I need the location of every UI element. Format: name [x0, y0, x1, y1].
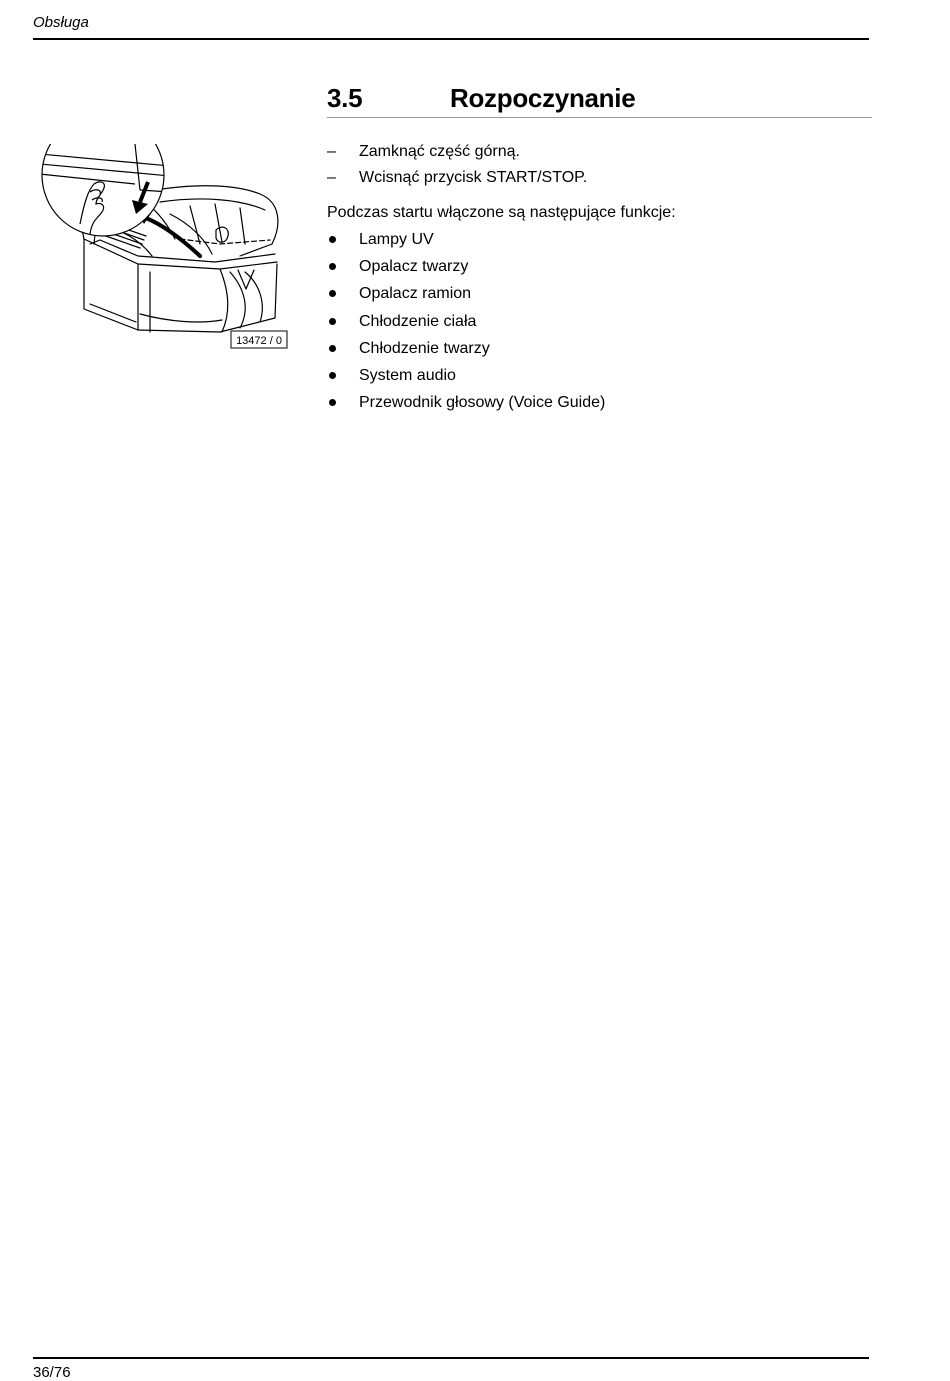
figure-label: 13472 / 0: [236, 335, 282, 347]
page-number: 36/76: [33, 1364, 71, 1381]
function-label: Chłodzenie twarzy: [359, 339, 490, 357]
bullet-icon: [329, 372, 336, 379]
section-title: Rozpoczynanie: [450, 83, 636, 113]
function-label: System audio: [359, 366, 456, 384]
step-marker: –: [327, 169, 336, 186]
bullet-icon: [329, 263, 336, 270]
step-marker: –: [327, 143, 336, 160]
bullet-icon: [329, 290, 336, 297]
function-label: Przewodnik głosowy (Voice Guide): [359, 394, 606, 412]
footer-divider: [33, 1357, 869, 1359]
function-label: Chłodzenie ciała: [359, 312, 477, 330]
function-label: Lampy UV: [359, 231, 434, 248]
bullet-icon: [329, 345, 336, 352]
step-text: Zamknąć część górną.: [359, 143, 520, 160]
running-header: Obsługa: [33, 14, 89, 31]
bullet-icon: [329, 318, 336, 325]
section-number: 3.5: [327, 83, 363, 113]
bullet-icon: [329, 399, 336, 406]
section-heading: [327, 83, 872, 118]
header-divider: [33, 38, 869, 40]
step-text: Wcisnąć przycisk START/STOP.: [359, 169, 588, 186]
function-label: Opalacz ramion: [359, 285, 472, 303]
bullet-icon: [329, 236, 336, 243]
function-label: Opalacz twarzy: [359, 258, 469, 276]
solarium-closing-lid-illustration: [40, 144, 295, 354]
functions-intro: Podczas startu włączone są następujące funkcje:: [327, 204, 676, 221]
